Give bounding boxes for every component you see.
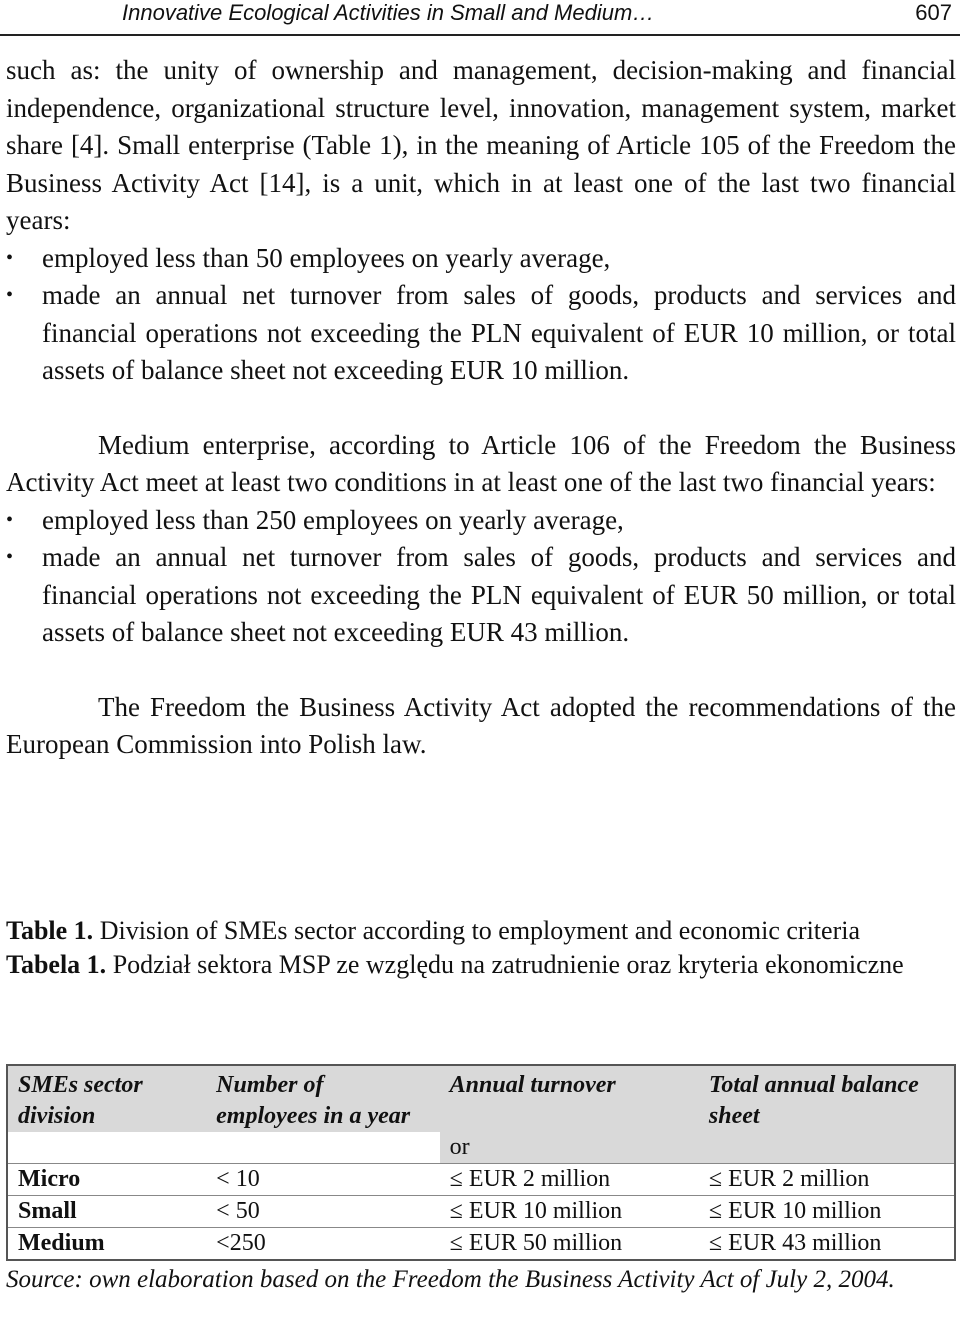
- caption-english: [6, 914, 906, 948]
- running-title: Innovative Ecological Activities in Small and Medium…: [122, 0, 655, 25]
- list-item: [6, 240, 956, 278]
- list-item: [6, 502, 956, 540]
- table-cell-size: Micro: [7, 1164, 206, 1196]
- caption-label: Table 1.: [6, 916, 94, 945]
- list-item-text: employed less than 50 employees on yearly average,: [42, 242, 611, 273]
- paragraph-ec-recommendations: The Freedom the Business Activity Act adopted the recommendations of the European Commission into Polish law.: [6, 691, 956, 759]
- caption-text: Division of SMEs sector according to employment and economic criteria: [99, 916, 860, 945]
- table-cell-size: Medium: [7, 1228, 206, 1261]
- or-connector: or: [440, 1132, 699, 1164]
- bullet-icon: •: [6, 284, 14, 306]
- table-cell-turnover: ≤ EUR 50 million: [440, 1228, 699, 1261]
- table-source-note: Source: own elaboration based on the Freedom the Business Activity Act of July 2, 2004.: [6, 1266, 895, 1293]
- table-row: [7, 1196, 955, 1228]
- table-cell-balance: ≤ EUR 2 million: [699, 1164, 955, 1196]
- paragraph-small-enterprise: such as: the unity of ownership and management, decision-making and financial independence, organizational structure level, innovation, management system, market share [4]. Small enterprise (Table 1), in the meaning of Article 105 of the Freedom the Business Activity Act [14], is a unit, which in at least one of the last two financial years:: [6, 55, 956, 235]
- table-cell-employees: < 10: [206, 1164, 440, 1196]
- table-cell-turnover: ≤ EUR 2 million: [440, 1164, 699, 1196]
- table-cell-employees: < 50: [206, 1196, 440, 1228]
- table-cell: [7, 1132, 206, 1164]
- table-cell-size: Small: [7, 1196, 206, 1228]
- bullet-icon: •: [6, 546, 14, 568]
- column-header: Annual turnover: [440, 1065, 699, 1132]
- table-cell-turnover: ≤ EUR 10 million: [440, 1196, 699, 1228]
- table-or-row: [7, 1132, 955, 1164]
- column-header: Total annual balance sheet: [699, 1065, 955, 1132]
- list-item-text: employed less than 250 employees on yearly average,: [42, 504, 624, 535]
- table-cell-balance: ≤ EUR 10 million: [699, 1196, 955, 1228]
- table-row: [7, 1228, 955, 1261]
- table-caption: [6, 914, 906, 982]
- list-item-text: made an annual net turnover from sales of goods, products and services and financial operations not exceeding the PLN equivalent of EUR 50 million, or total assets of balance sheet not exceeding EUR 43 million.: [42, 542, 956, 647]
- caption-label: Tabela 1.: [6, 950, 107, 979]
- table-row: [7, 1164, 955, 1196]
- list-item-text: made an annual net turnover from sales of goods, products and services and financial operations not exceeding the PLN equivalent of EUR 10 million, or total assets of balance sheet not exceeding EUR 10 million.: [42, 280, 956, 385]
- small-enterprise-criteria-list: [6, 240, 956, 390]
- body-text: [6, 52, 956, 764]
- table-header-row: [7, 1065, 955, 1132]
- column-header: Number of employees in a year: [206, 1065, 440, 1132]
- caption-polish: [6, 948, 906, 982]
- bullet-icon: •: [6, 508, 14, 531]
- page-header: [0, 0, 960, 36]
- table-cell-balance: ≤ EUR 43 million: [699, 1228, 955, 1261]
- page-number: 607: [915, 0, 952, 25]
- paragraph-medium-enterprise: Medium enterprise, according to Article 106 of the Freedom the Business Activity Act meet at least two conditions in at least one of the last two financial years:: [6, 429, 956, 497]
- medium-enterprise-criteria-list: [6, 502, 956, 652]
- list-item: [6, 277, 956, 390]
- table-cell-employees: <250: [206, 1228, 440, 1261]
- table-cell: [206, 1132, 440, 1164]
- column-header: SMEs sector division: [7, 1065, 206, 1132]
- sme-division-table: [6, 1064, 956, 1261]
- bullet-icon: •: [6, 246, 14, 269]
- caption-text: Podział sektora MSP ze względu na zatrudnienie oraz kryteria ekonomiczne: [112, 950, 904, 979]
- table-cell: [699, 1132, 955, 1164]
- list-item: [6, 539, 956, 652]
